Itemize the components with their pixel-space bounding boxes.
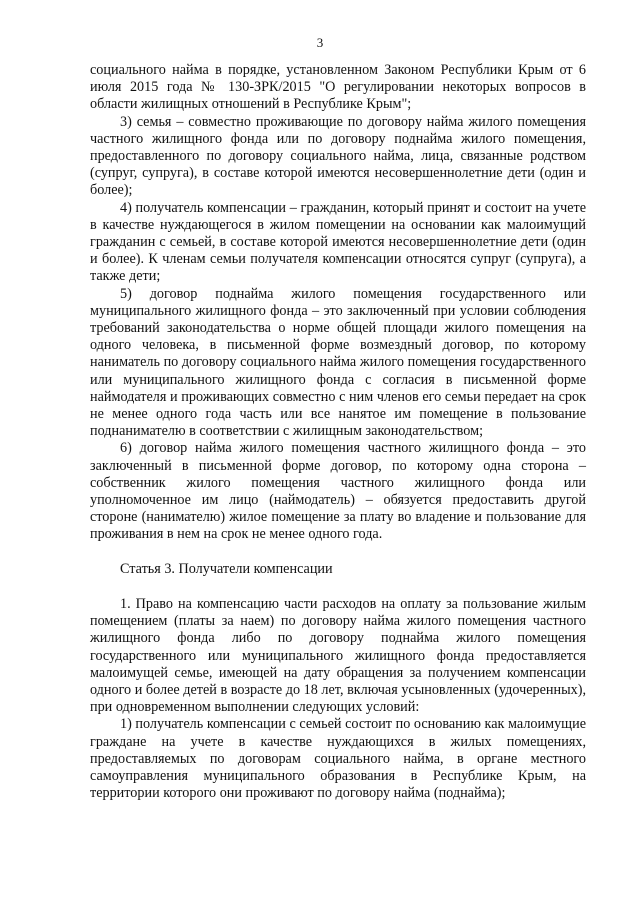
paragraph-item-3: 3) семья – совместно проживающие по договору найма жилого помещения частного жилищного фонда или по договору поднайма жилого помещения, предоставленного по договору социального найма, лица, связанные родством (супруг, супруга), в составе которой имеются несовершеннолетние дети (один и более); [90,113,586,199]
article-heading: Статья 3. Получатели компенсации [120,560,333,577]
document-body [90,62,586,802]
paragraph-item-5: 5) договор поднайма жилого помещения государственного или муниципального жилищного фонда – это заключенный при условии соблюдения требований законодательства о норме общей площади жилого помещения на одного человека, в письменной форме возмездный договор, по которому наниматель по договору социального найма жилого помещения государственного или муниципального жилищного фонда с согласия в письменной форме наймодателя и проживающих совместно с ним членов его семьи передает на срок не менее одного года часть или все нанятое им помещение в пользование поднанимателю в соответствии с жилищным законодательством; [90,285,586,440]
article-subitem-1: 1) получатель компенсации с семьей состоит по основанию как малоимущие граждане на учете в качестве нуждающихся в жилых помещениях, предоставляемых по договорам социального найма, в органе местного самоуправления муниципального образования в Республике Крым, на территории которого они проживают по договору найма (поднайма); [90,716,586,802]
paragraph-item-4: 4) получатель компенсации – гражданин, который принят и состоит на учете в качестве нуждающегося в жилом помещении на основании как малоимущий гражданин с семьей, в составе которой имеются несовершеннолетние дети (один и более). К членам семьи получателя компенсации относятся супруг (супруга), а также дети; [90,199,586,285]
paragraph-continuation: социального найма в порядке, установленном Законом Республики Крым от 6 июля 2015 года № 130-ЗРК/2015 "О регулировании некоторых вопросов в области жилищных отношений в Республике Крым"; [90,62,586,113]
paragraph-item-6: 6) договор найма жилого помещения частного жилищного фонда – это заключенный в письменной форме договор, по которому одна сторона – собственник жилого помещения частного жилищного фонда или уполномоченное им лицо (наймодатель) – обязуется предоставить другой стороне (нанимателю) жилое помещение за плату во владение и пользование для проживания в нем на срок не менее одного года. [90,440,586,543]
article-paragraph-1: 1. Право на компенсацию части расходов на оплату за пользование жилым помещением (платы за наем) по договору найма жилого помещения частного жилищного фонда либо по договору поднайма жилого помещения государственного или муниципального жилищного фонда предоставляется малоимущей семье, имеющей на дату обращения за получением компенсации одного и более детей в возрасте до 18 лет, включая усыновленных (удочеренных), при одновременном выполнении следующих условий: [90,595,586,716]
page-number: 3 [316,35,324,50]
